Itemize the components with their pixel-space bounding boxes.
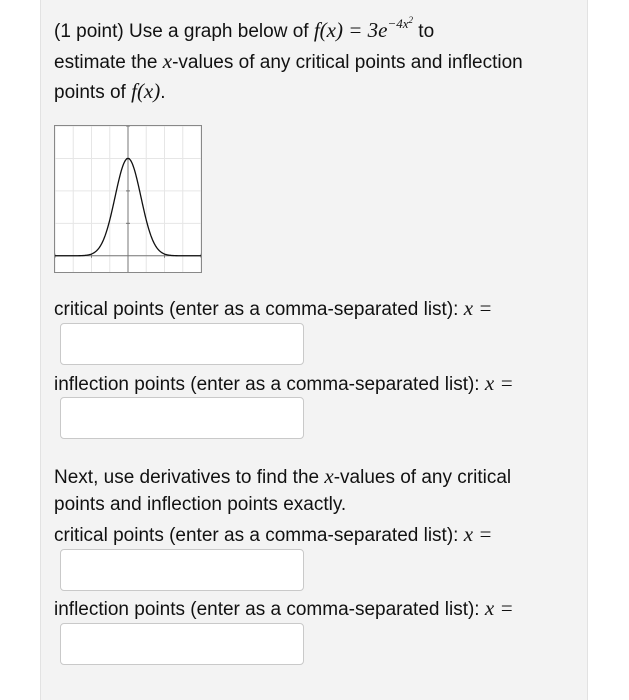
function-name: f(x)	[131, 79, 161, 103]
inflection-exact-label	[54, 596, 514, 622]
part2-line-1	[54, 464, 511, 490]
critical-exact-label	[54, 522, 492, 548]
inflection-estimate-label	[54, 371, 514, 397]
line2-text-b: -values of any critical points and inflection	[172, 52, 523, 73]
next-text-a: Next, use derivatives to find the	[54, 467, 320, 488]
graph-svg	[55, 126, 201, 272]
critical-exact-input[interactable]	[60, 549, 304, 591]
next-text-b: -values of any critical	[333, 467, 512, 488]
x-variable: x	[162, 49, 173, 73]
critical-estimate-text: critical points (enter as a comma-separated list):	[54, 299, 459, 320]
line3-text: points of	[54, 82, 126, 103]
inflection-exact-text: inflection points (enter as a comma-separated list):	[54, 599, 480, 620]
problem-line-1	[54, 15, 435, 44]
problem-line-2	[54, 49, 523, 75]
x-variable: x	[324, 464, 334, 488]
function-graph[interactable]	[54, 125, 202, 273]
function-expression	[313, 15, 414, 42]
critical-exact-text: critical points (enter as a comma-separated list):	[54, 525, 459, 546]
intro-end-text: to	[418, 21, 435, 42]
problem-line-3	[54, 79, 166, 105]
line3-end: .	[160, 82, 166, 103]
line2-text-a: estimate the	[54, 52, 158, 73]
inflection-estimate-input[interactable]	[60, 397, 304, 439]
intro-text: Use a graph below of	[128, 21, 309, 42]
x-equals: x =	[484, 371, 514, 395]
exponent-power: 2	[408, 15, 414, 25]
function-lhs: f(x) = 3e	[313, 18, 388, 42]
x-equals: x =	[484, 596, 514, 620]
part2-line-2	[54, 493, 346, 517]
critical-estimate-label	[54, 296, 492, 322]
inflection-exact-input[interactable]	[60, 623, 304, 665]
x-equals: x =	[463, 296, 493, 320]
critical-estimate-input[interactable]	[60, 323, 304, 365]
points-label: (1 point)	[54, 21, 124, 42]
next-line2-text: points and inflection points exactly.	[54, 494, 347, 515]
graph-axes	[55, 126, 201, 272]
x-equals: x =	[463, 522, 493, 546]
exponent-coeff: −4x	[387, 16, 409, 31]
inflection-estimate-text: inflection points (enter as a comma-separated list):	[54, 374, 480, 395]
